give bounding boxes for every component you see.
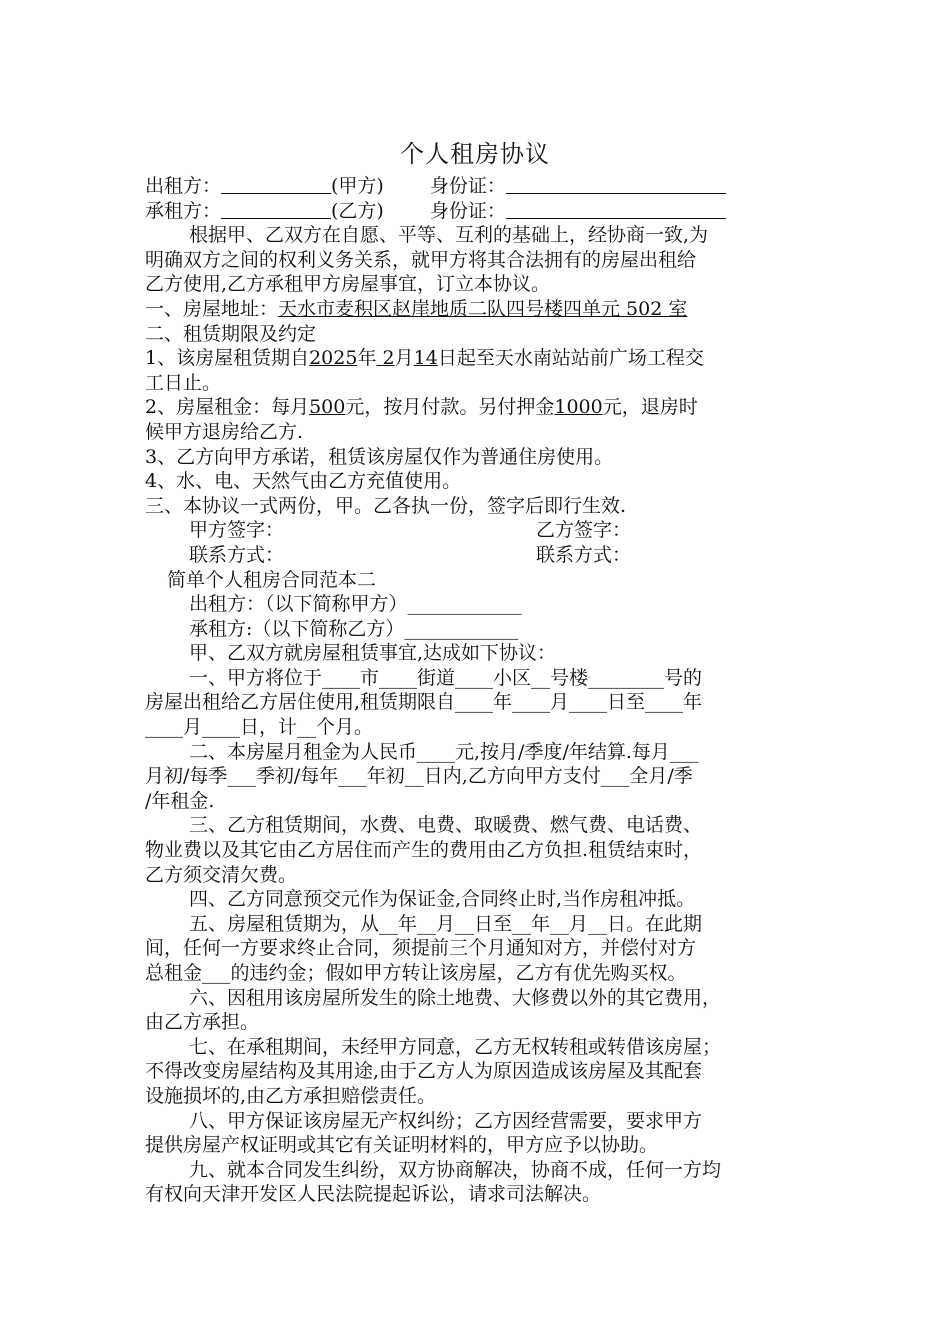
address-label: 一、房屋地址： bbox=[145, 297, 279, 320]
address-value: 天水市麦积区赵崖地质二队四号楼四单元 502 室 bbox=[278, 297, 688, 320]
clause-line: 九、就本合同发生纠纷，双方协商解决，协商不成，任何一方均 bbox=[189, 1158, 722, 1181]
term-day: 14 bbox=[413, 347, 438, 370]
document-body bbox=[145, 174, 810, 1207]
deposit-amount: 1000 bbox=[554, 396, 603, 419]
rent-amount: 500 bbox=[309, 396, 346, 419]
template-2-clauses bbox=[145, 666, 810, 1207]
party-a-signature-label: 甲方签字： bbox=[189, 519, 285, 542]
clause-line: /年租金. bbox=[145, 789, 215, 812]
preamble-line: 明确双方之间的权利义务关系，就甲方将其合法拥有的房屋出租给 bbox=[145, 248, 697, 271]
clause-line: 八、甲方保证该房屋无产权纠纷；乙方因经营需要，要求甲方 bbox=[189, 1109, 703, 1132]
lessee-id-blank bbox=[506, 200, 726, 219]
clause-line: 物业费以及其它由乙方居住而产生的费用由乙方负担.租赁结束时， bbox=[145, 839, 703, 862]
rent-suffix: 元，退房时 bbox=[602, 396, 698, 419]
template-2-lessor: 出租方：（以下简称甲方）____________ bbox=[189, 593, 522, 616]
lessor-id-blank bbox=[506, 175, 726, 194]
party-b-contact-label: 联系方式： bbox=[536, 543, 632, 566]
lessee-role: (乙方) bbox=[331, 199, 384, 222]
preamble-line: 乙方使用,乙方承租甲方房屋事宜，订立本协议。 bbox=[145, 273, 551, 296]
term-year-unit: 年 bbox=[357, 347, 377, 370]
template-2-lessee: 承租方:（以下简称乙方）____________ bbox=[189, 617, 519, 640]
clause-line: 一、甲方将位于____市____街道____小区__号楼________号的 bbox=[189, 666, 703, 689]
section-3: 三、本协议一式两份，甲。乙各执一份，签字后即行生效. bbox=[145, 494, 627, 517]
lessor-line bbox=[145, 174, 810, 199]
party-b-signature-label: 乙方签字： bbox=[536, 519, 632, 542]
template-2-heading: 简单个人租房合同范本二 bbox=[167, 568, 377, 591]
lessee-name-blank bbox=[221, 200, 331, 219]
clause-line: 由乙方承担。 bbox=[145, 1011, 260, 1034]
signature-row bbox=[145, 518, 810, 543]
rent-line bbox=[145, 395, 810, 420]
clause-line: 总租金___的违约金；假如甲方转让该房屋，乙方有优先购买权。 bbox=[145, 962, 687, 984]
template-2-intro: 甲、乙双方就房屋租赁事宜,达成如下协议： bbox=[189, 642, 557, 665]
term-month: 2 bbox=[376, 347, 395, 370]
address-line bbox=[145, 297, 810, 322]
document-title: 个人租房协议 bbox=[400, 140, 550, 168]
lessee-label: 承租方： bbox=[145, 199, 222, 222]
clause-line: 乙方须交清欠费。 bbox=[145, 863, 298, 886]
term-line bbox=[145, 346, 810, 371]
contact-row bbox=[145, 543, 810, 568]
rent-line-cont: 候甲方退房给乙方. bbox=[145, 420, 304, 443]
lessor-label: 出租方： bbox=[145, 175, 222, 197]
lessor-id-label: 身份证： bbox=[429, 175, 506, 197]
term-suffix: 日起至天水南站站前广场工程交 bbox=[437, 347, 704, 370]
clause-line: 五、房屋租赁期为，从__年__月__日至__年__月__日。在此期 bbox=[189, 912, 703, 935]
clause-line: 房屋出租给乙方居住使用,租赁期限自____年____月____日至____年 bbox=[145, 691, 703, 714]
lessor-name-blank bbox=[221, 175, 331, 194]
clause-line: 月初/每季___季初/每年___年初__日内,乙方向甲方支付___全月/季 bbox=[145, 765, 693, 788]
clause-3: 3、乙方向甲方承诺，租赁该房屋仅作为普通住房使用。 bbox=[145, 445, 614, 468]
term-line-cont: 工日止。 bbox=[145, 371, 222, 394]
preamble-line: 根据甲、乙双方在自愿、平等、互利的基础上，经协商一致,为 bbox=[189, 224, 709, 247]
rent-prefix: 2、房屋租金：每月 bbox=[145, 396, 310, 419]
clause-line: 六、因租用该房屋所发生的除土地费、大修费以外的其它费用， bbox=[189, 986, 722, 1009]
clause-line: 二、本房屋月租金为人民币____元,按月/季度/年结算.每月___ bbox=[189, 740, 699, 763]
section-2-title: 二、租赁期限及约定 bbox=[145, 322, 317, 345]
clause-line: ____月____日，计__个月。 bbox=[145, 716, 374, 739]
clause-line: 设施损坏的,由乙方承担赔偿责任。 bbox=[145, 1084, 437, 1107]
clause-line: 三、乙方租赁期间，水费、电费、取暖费、燃气费、电话费、 bbox=[189, 814, 703, 837]
rent-mid: 元，按月付款。另付押金 bbox=[345, 396, 555, 419]
lessor-role: (甲方) bbox=[331, 175, 384, 197]
clause-line: 四、乙方同意预交元作为保证金,合同终止时,当作房租冲抵。 bbox=[189, 888, 696, 911]
party-a-contact-label: 联系方式： bbox=[189, 543, 285, 566]
clause-line: 不得改变房屋结构及其用途,由于乙方人为原因造成该房屋及其配套 bbox=[145, 1060, 703, 1083]
clause-line: 提供房屋产权证明或其它有关证明材料的，甲方应予以协助。 bbox=[145, 1134, 659, 1157]
term-year: 2025 bbox=[309, 347, 358, 370]
term-month-unit: 月 bbox=[394, 347, 414, 370]
clause-line: 有权向天津开发区人民法院提起诉讼，请求司法解决。 bbox=[145, 1183, 602, 1206]
term-prefix: 1、该房屋租赁期自 bbox=[145, 347, 310, 370]
clause-line: 间，任何一方要求终止合同，须提前三个月通知对方，并偿付对方 bbox=[145, 937, 697, 960]
clause-line: 七、在承租期间，未经甲方同意，乙方无权转租或转借该房屋； bbox=[189, 1035, 722, 1058]
clause-4: 4、水、电、天然气由乙方充值使用。 bbox=[145, 470, 462, 493]
lessee-line bbox=[145, 199, 810, 224]
lessee-id-label: 身份证： bbox=[429, 199, 506, 222]
